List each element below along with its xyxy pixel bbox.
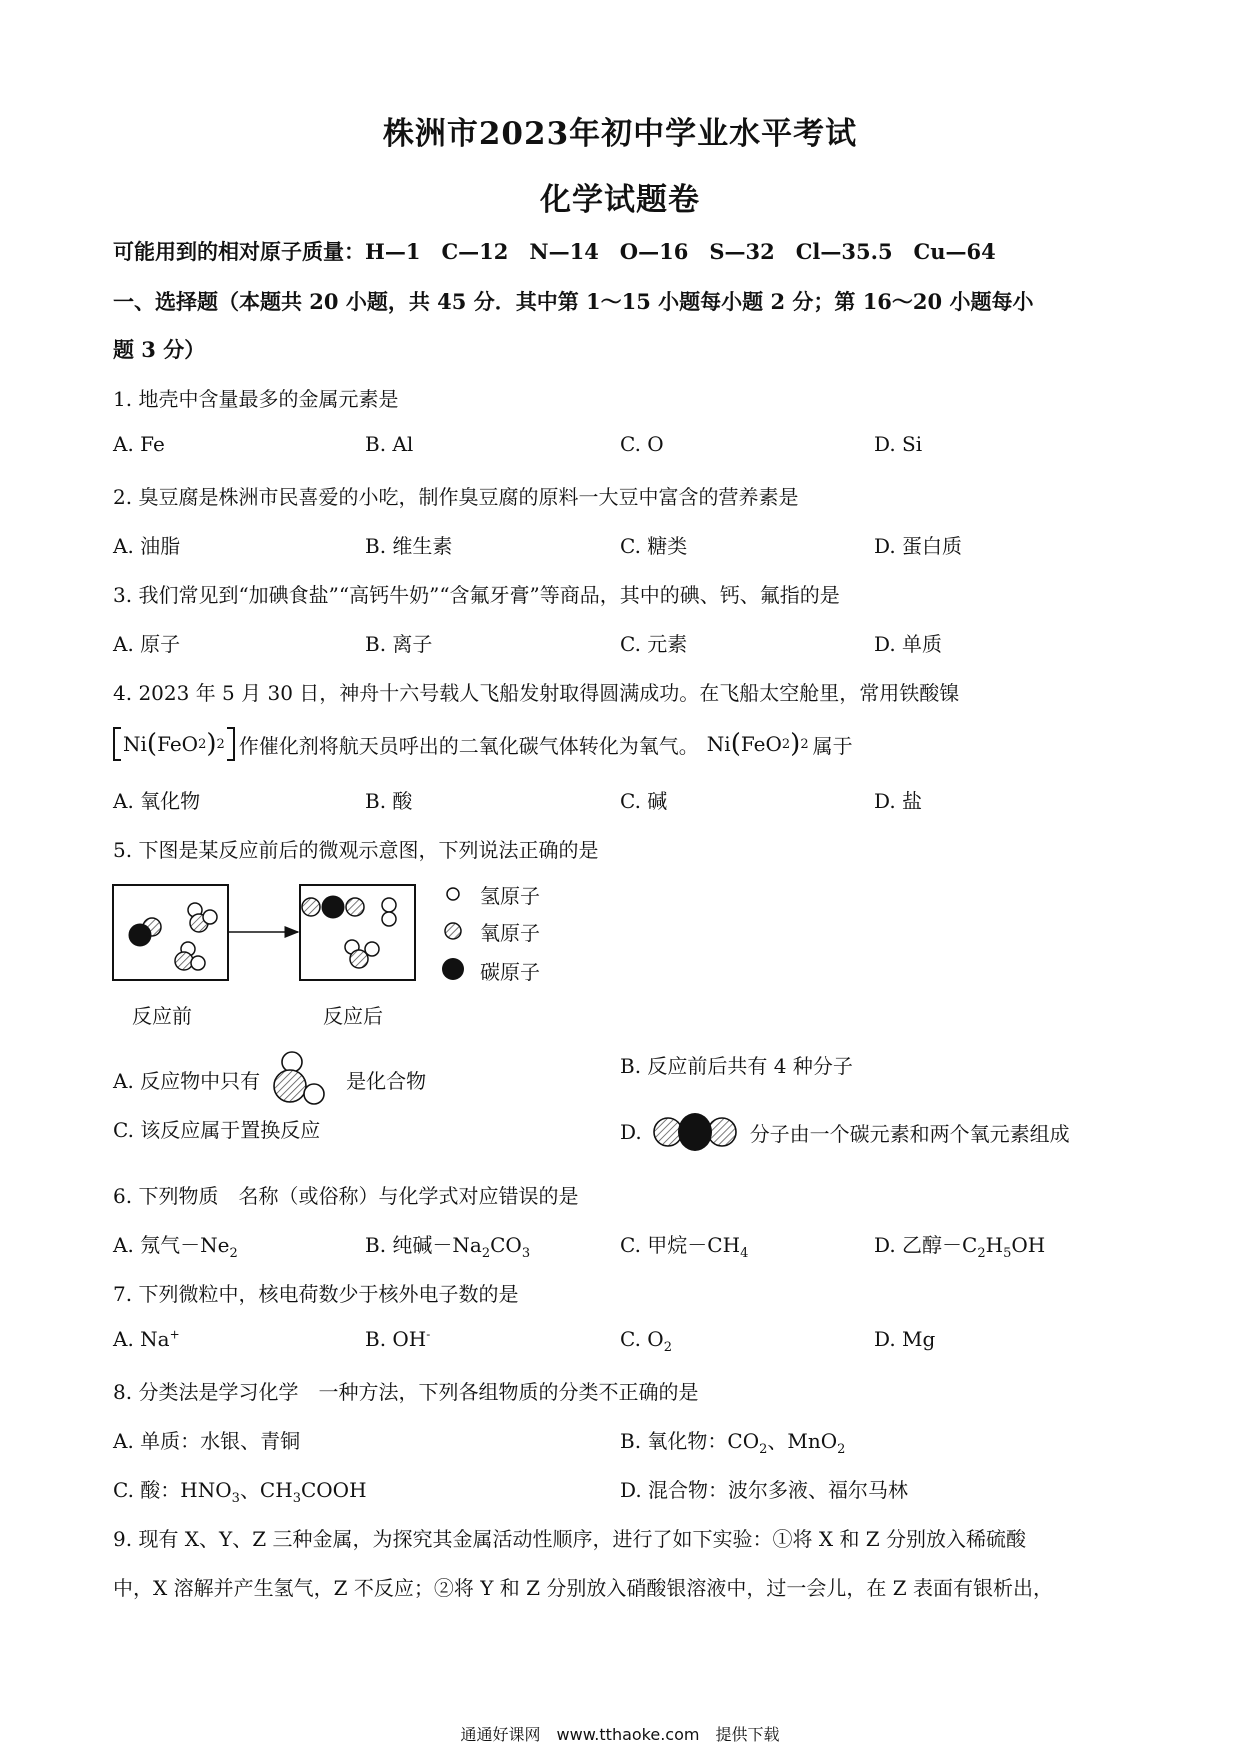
question-5-option-d-suffix: 分子由一个碳元素和两个氧元素组成	[749, 1121, 1070, 1146]
question-8-option-a: A. 单质：水银、青铜	[113, 1429, 301, 1453]
question-9-stem: 9. 现有 X、Y、Z 三种金属，为探究其金属活动性顺序，进行了如下实验：①将 X 和 Z 分别放入稀硫酸	[113, 1527, 1027, 1551]
legend-o-symbol	[445, 923, 461, 939]
question-2-stem: 2. 臭豆腐是株洲市民喜爱的小吃，制作臭豆腐的原料一大豆中富含的营养素是	[113, 485, 799, 509]
question-5-option-d	[620, 1112, 1070, 1152]
exam-subtitle: 化学试题卷	[540, 182, 700, 218]
question-8-option-b: B. 氧化物：$CO_2$、MnO$_2$	[620, 1429, 846, 1457]
legend-oxygen-label: 氧原子	[480, 921, 540, 945]
question-5-option-a-suffix: 是化合物	[346, 1068, 427, 1093]
legend-carbon-label: 碳原子	[480, 960, 540, 984]
question-1-option-d: D. Si	[874, 432, 923, 456]
atomic-masses: 可能用到的相对原子质量：H—1 C—12 N—14 O—16 S—32 Cl—35.5 Cu—64	[113, 239, 996, 264]
legend-hydrogen-label: 氢原子	[480, 884, 540, 908]
question-2-option-b: B. 维生素	[365, 534, 453, 558]
question-5-stem: 5. 下图是某反应前后的微观示意图，下列说法正确的是	[113, 838, 599, 862]
question-3-option-c: C. 元素	[620, 632, 688, 656]
question-6-option-b: B. 纯碱$-Na_2CO_3$	[365, 1233, 531, 1261]
label-before-reaction: 反应前	[132, 1004, 192, 1028]
question-6-option-d: D. 乙醇$-C_2H_5OH$	[874, 1233, 1046, 1261]
question-5-option-c: C. 该反应属于置换反应	[113, 1118, 321, 1142]
question-3-stem: 3. 我们常见到“加碘食盐”“高钙牛奶”“含氟牙膏”等商品，其中的碘、钙、氟指的是	[113, 583, 840, 607]
question-3-option-b: B. 离子	[365, 632, 433, 656]
question-4-stem-text: 作催化剂将航天员呼出的二氧化碳气体转化为氧气。	[238, 733, 699, 758]
question-3-option-a: A. 原子	[113, 632, 181, 656]
question-7-option-a: A. Na+	[113, 1327, 180, 1351]
question-7-option-b: B. OH-	[365, 1327, 431, 1351]
co2-molecule-icon	[652, 1112, 738, 1152]
question-2-option-c: C. 糖类	[620, 534, 688, 558]
question-8-option-c: C. 酸：$HNO_3$、$CH_3COOH$	[113, 1478, 367, 1506]
question-1-option-b: B. Al	[365, 432, 414, 456]
after-molecules	[302, 896, 396, 968]
question-5-option-b: B. 反应前后共有 4 种分子	[620, 1054, 853, 1078]
question-6-option-c: C. 甲烷$-CH_4$	[620, 1233, 749, 1261]
question-4-stem-line2	[113, 727, 853, 761]
section1-heading: 一、选择题（本题共 20 小题，共 45 分．其中第 1～15 小题每小题 2 分；第 16～20 小题每小	[113, 289, 1034, 314]
question-7-option-c: C. $O_2$	[620, 1327, 672, 1355]
question-2-option-d: D. 蛋白质	[874, 534, 963, 558]
question-4-option-d: D. 盐	[874, 789, 923, 813]
question-5-option-a	[113, 1050, 426, 1108]
question-4-option-c: C. 碱	[620, 789, 668, 813]
question-3-option-d: D. 单质	[874, 632, 943, 656]
question-1-option-c: C. O	[620, 432, 664, 456]
question-7-stem: 7. 下列微粒中，核电荷数少于核外电子数的是	[113, 1282, 519, 1306]
question-1-option-a: A. Fe	[113, 432, 165, 456]
legend-c-symbol	[442, 958, 464, 980]
before-molecules	[129, 903, 217, 970]
question-9-stem-cont: 中，X 溶解并产生氢气，Z 不反应；②将 Y 和 Z 分别放入硝酸银溶液中，过一会儿，在 Z 表面有银析出，	[113, 1576, 1053, 1600]
page-footer: 通通好课网 www.tthaoke.com 提供下载	[460, 1725, 780, 1744]
question-8-option-d: D. 混合物：波尔多液、福尔马林	[620, 1478, 909, 1502]
exam-title: 株洲市2023年初中学业水平考试	[382, 116, 858, 152]
question-1-stem: 1. 地壳中含量最多的金属元素是	[113, 387, 399, 411]
question-4-option-b: B. 酸	[365, 789, 413, 813]
label-after-reaction: 反应后	[323, 1004, 383, 1028]
question-6-stem: 6. 下列物质 名称（或俗称）与化学式对应错误的是	[113, 1184, 579, 1208]
question-5-option-a-prefix: A. 反应物中只有	[113, 1068, 261, 1093]
formula-ni-feo2: Ni ( FeO 2 ) 2	[706, 729, 809, 759]
question-8-stem: 8. 分类法是学习化学 一种方法，下列各组物质的分类不正确的是	[113, 1380, 699, 1404]
question-2-option-a: A. 油脂	[113, 534, 181, 558]
section1-heading-cont: 题 3 分）	[113, 337, 206, 362]
legend-h-symbol	[447, 888, 459, 900]
question-5-option-d-prefix: D.	[620, 1120, 642, 1144]
question-4-stem-end: 属于	[812, 733, 853, 758]
formula-ni-feo2-bracketed: Ni ( FeO 2 ) 2	[113, 727, 235, 761]
water-molecule-icon	[270, 1050, 332, 1108]
question-4-option-a: A. 氧化物	[113, 789, 201, 813]
question-6-option-a: A. 氖气$-Ne_2$	[113, 1233, 238, 1261]
question-7-option-d: D. Mg	[874, 1327, 936, 1351]
question-4-stem: 4. 2023 年 5 月 30 日，神舟十六号载人飞船发射取得圆满成功。在飞船太空舱里，常用铁酸镍	[113, 681, 960, 705]
